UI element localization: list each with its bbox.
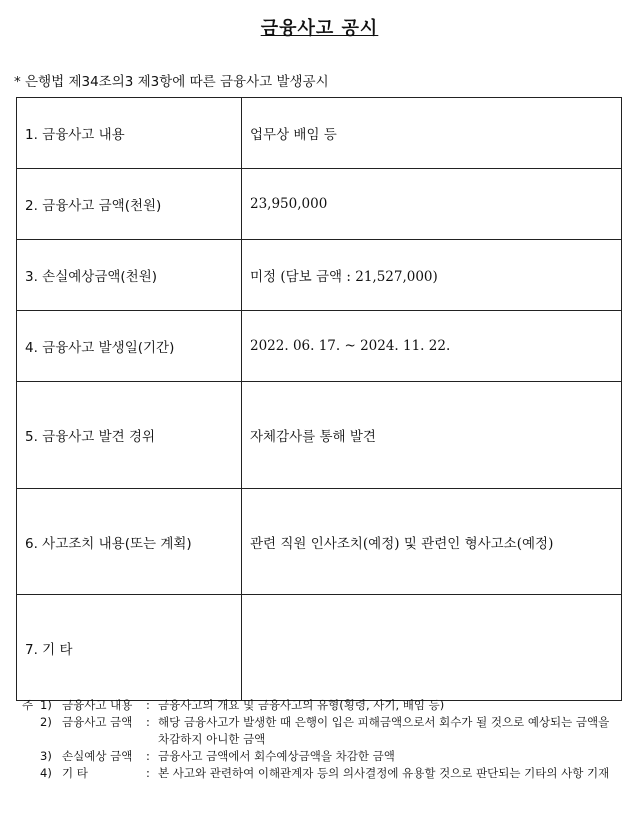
row-label: 7. 기 타 xyxy=(17,595,242,701)
table-row xyxy=(17,311,622,382)
footnote-text: 해당 금융사고가 발생한 때 은행이 입은 피해금액으로서 회수가 될 것으로 예상되는 금액을 차감하지 아니한 금액 xyxy=(158,715,610,746)
row-label: 1. 금융사고 내용 xyxy=(17,98,242,169)
row-label: 2. 금융사고 금액(천원) xyxy=(17,169,242,240)
footnote-text: 금융사고 금액에서 회수예상금액을 차감한 금액 xyxy=(158,749,395,763)
footnote-number: 3) xyxy=(40,749,52,763)
row-label: 6. 사고조치 내용(또는 계획) xyxy=(17,489,242,595)
table-row xyxy=(17,169,622,240)
footnote-number: 2) xyxy=(40,715,52,729)
footnote-text: 본 사고와 관련하여 이해관계자 등의 의사결정에 유용할 것으로 판단되는 기타의 사항 기재 xyxy=(158,766,610,780)
row-label: 4. 금융사고 발생일(기간) xyxy=(17,311,242,382)
page-title: 금융사고 공시 xyxy=(260,18,379,39)
footnote-label: 금융사고 내용 xyxy=(62,698,133,712)
table-row xyxy=(17,489,622,595)
footnote-number: 4) xyxy=(40,766,52,780)
table-row xyxy=(17,595,622,701)
footnote-number: 1) xyxy=(40,698,52,712)
row-value: 관련 직원 인사조치(예정) 및 관련인 형사고소(예정) xyxy=(242,489,622,595)
row-value: 미정 (담보 금액 : 21,527,000) xyxy=(242,240,622,311)
footnote-item: 주 1) 금융사고 내용 : 금융사고의 개요 및 금융사고의 유형(횡령, 사기, 배임 등) xyxy=(22,697,622,714)
footnote-prefix: 주 xyxy=(22,698,34,712)
disclosure-basis-note: * 은행법 제34조의3 제3항에 따른 금융사고 발생공시 xyxy=(14,74,329,90)
footnote-label: 금융사고 금액 xyxy=(62,715,133,729)
table-row xyxy=(17,240,622,311)
disclosure-table xyxy=(16,97,622,701)
row-value: 23,950,000 xyxy=(242,169,622,240)
footnote-item: 2) 금융사고 금액 : 해당 금융사고가 발생한 때 은행이 입은 피해금액으로서 회수가 될 것으로 예상되는 금액을 차감하지 아니한 금액 xyxy=(22,714,622,748)
footnote-label: 손실예상 금액 xyxy=(62,749,133,763)
footnote-item: 3) 손실예상 금액 : 금융사고 금액에서 회수예상금액을 차감한 금액 xyxy=(22,748,622,765)
row-value xyxy=(242,595,622,701)
row-value: 자체감사를 통해 발견 xyxy=(242,382,622,489)
footnotes xyxy=(22,697,622,782)
table-row xyxy=(17,382,622,489)
row-value: 2022. 06. 17. ~ 2024. 11. 22. xyxy=(242,311,622,382)
row-label: 5. 금융사고 발견 경위 xyxy=(17,382,242,489)
row-label: 3. 손실예상금액(천원) xyxy=(17,240,242,311)
footnote-item: 4) 기 타 : 본 사고와 관련하여 이해관계자 등의 의사결정에 유용할 것으로 판단되는 기타의 사항 기재 xyxy=(22,765,622,782)
footnote-text: 금융사고의 개요 및 금융사고의 유형(횡령, 사기, 배임 등) xyxy=(158,698,445,712)
footnote-label: 기 타 xyxy=(62,766,88,780)
table-row xyxy=(17,98,622,169)
row-value: 업무상 배임 등 xyxy=(242,98,622,169)
